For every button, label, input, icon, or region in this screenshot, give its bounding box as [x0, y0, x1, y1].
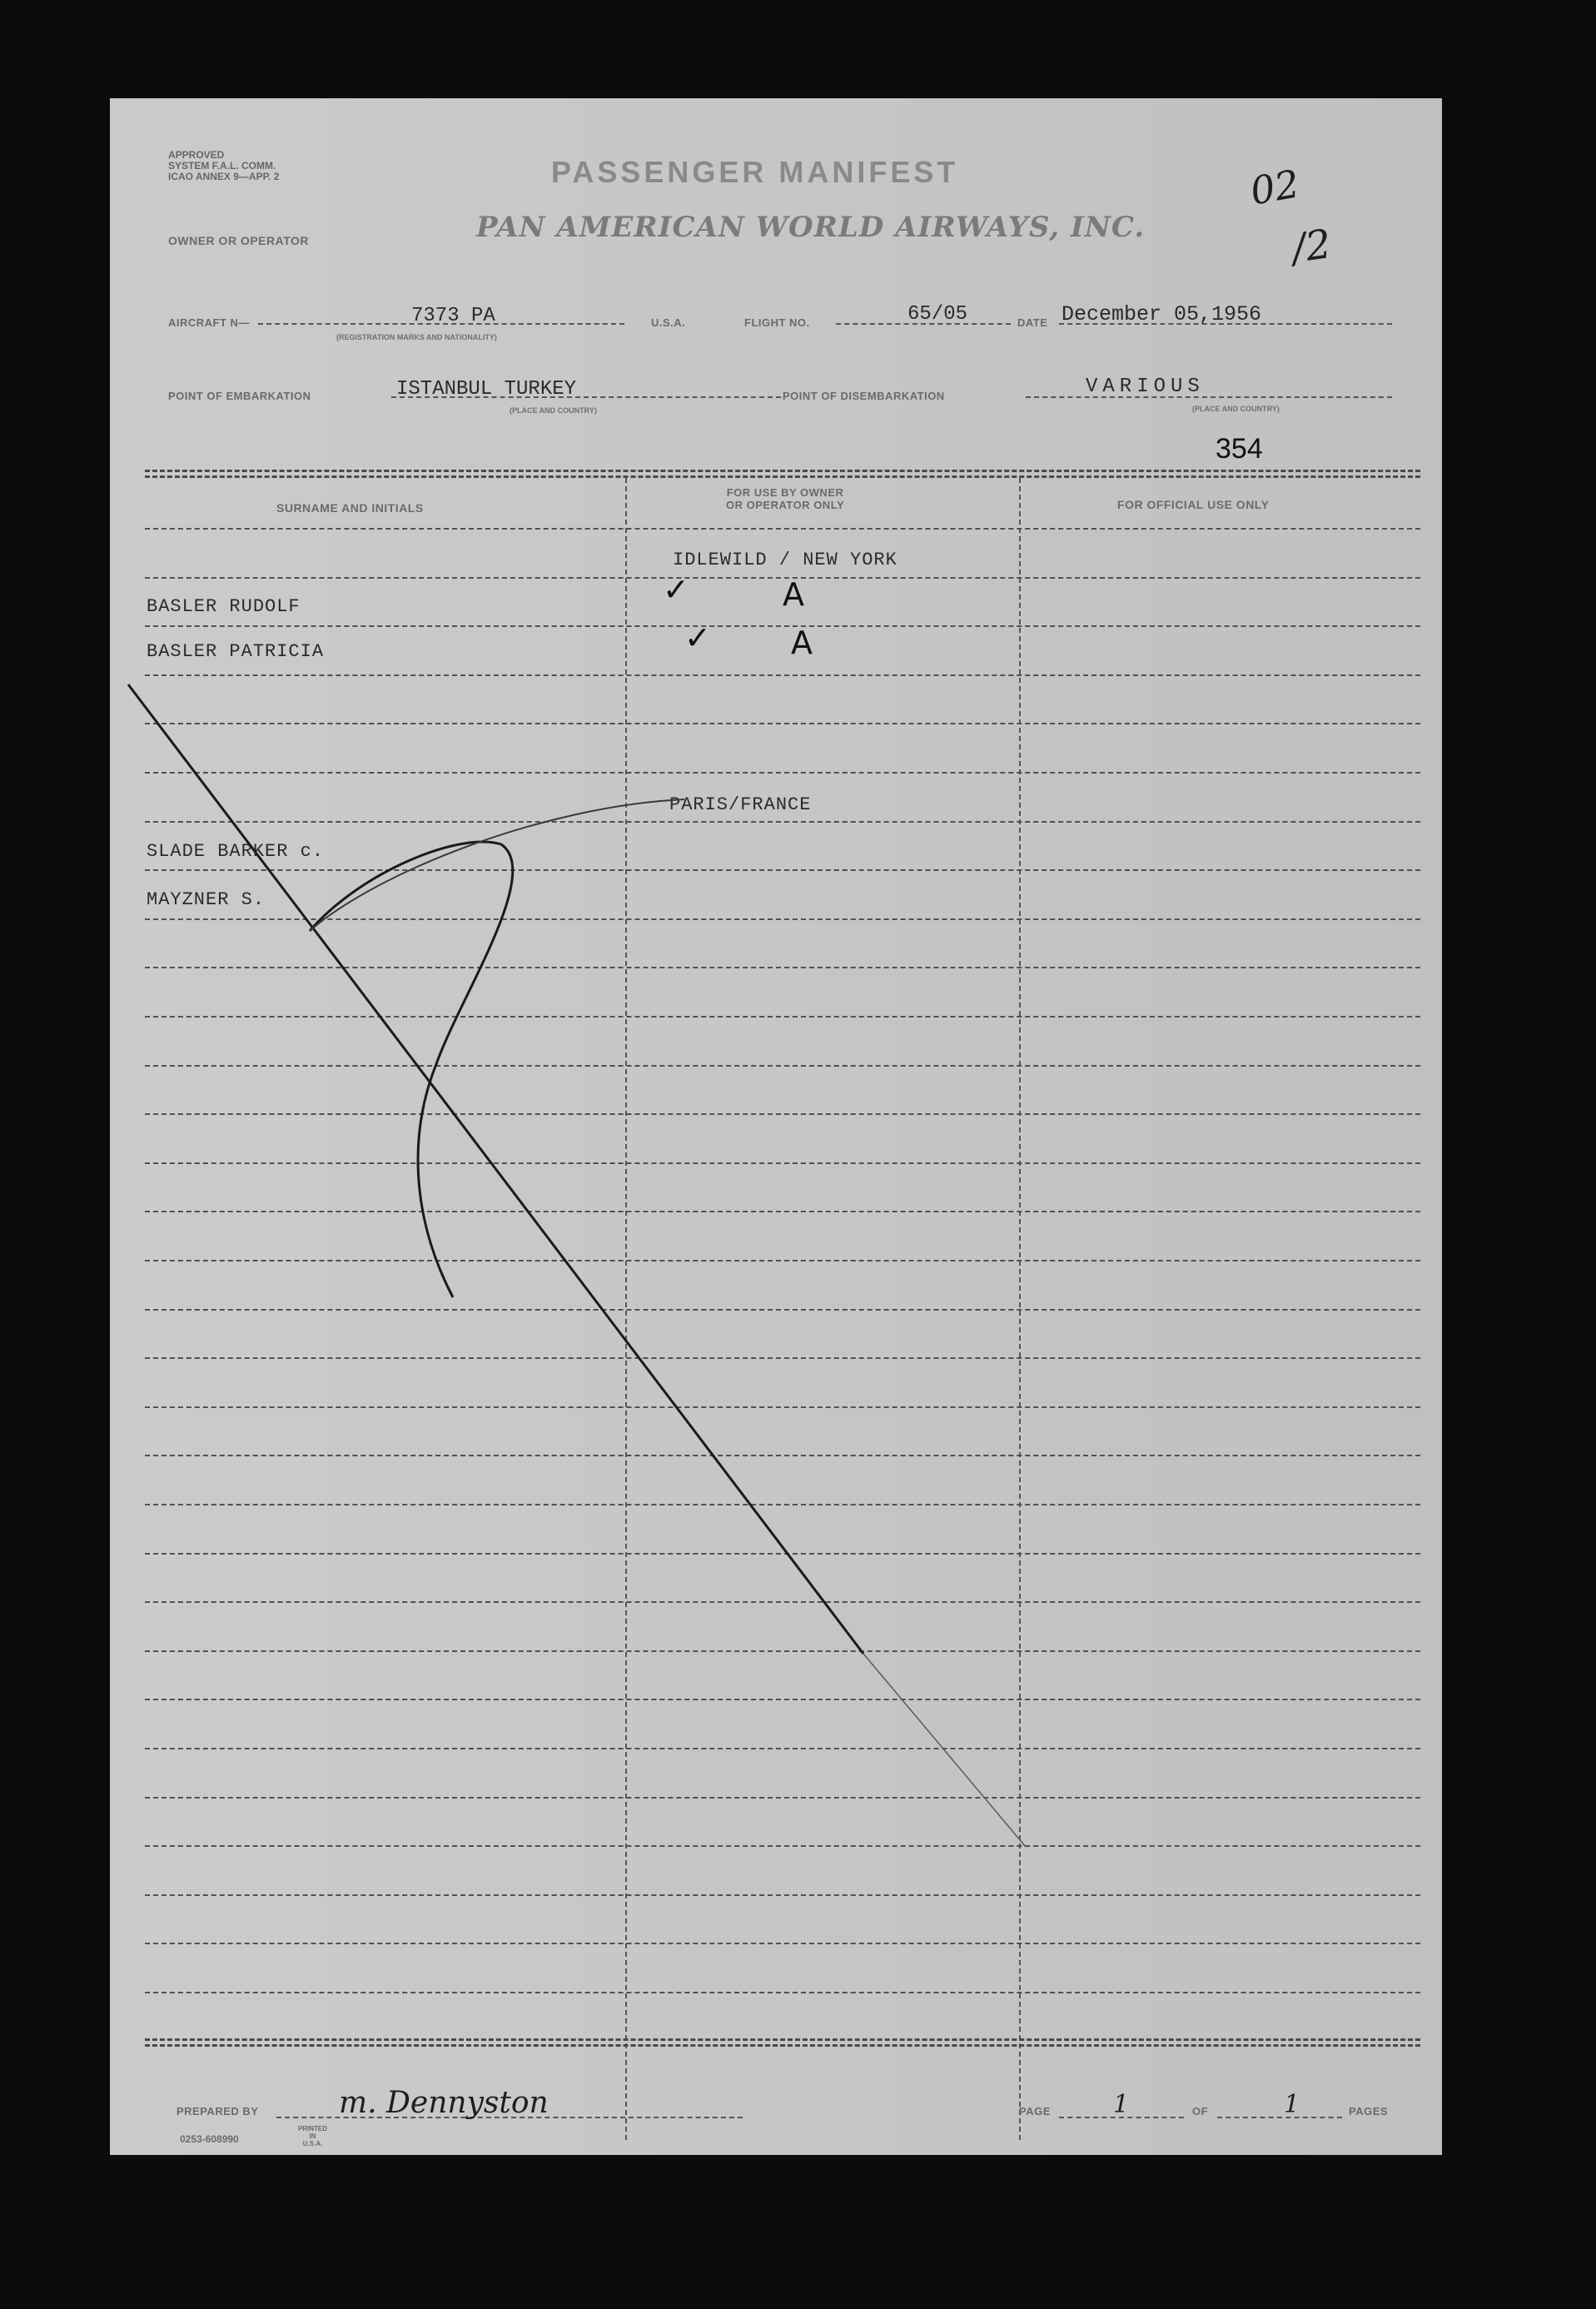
printed-in-usa: PRINTED IN U.S.A. [298, 2125, 328, 2147]
of-label: OF [1192, 2105, 1209, 2117]
form-title: PASSENGER MANIFEST [551, 155, 959, 189]
page-number: 1 [1113, 2090, 1130, 2119]
aircraft-registration: 7373 PA [411, 305, 495, 327]
diagonal-strike-tail [863, 1654, 1026, 1847]
table-bottom-rule [145, 2038, 1420, 2041]
form-number: 0253-608990 [180, 2133, 239, 2145]
pages-label: PAGES [1349, 2105, 1389, 2117]
page-label: PAGE [1019, 2105, 1051, 2117]
date-label: DATE [1017, 316, 1048, 329]
passenger-name: MAYZNER S. [147, 889, 266, 910]
operator-name: PAN AMERICAN WORLD AIRWAYS, INC. [476, 211, 1146, 244]
column-header-official: FOR OFFICIAL USE ONLY [1117, 498, 1270, 511]
check-mark: ✓ [663, 571, 689, 608]
disembarkation-point: VARIOUS [1086, 376, 1205, 398]
list-item-destination: PARIS/FRANCE [669, 794, 812, 815]
flight-number-label: FLIGHT NO. [744, 316, 810, 329]
passenger-name: BASLER PATRICIA [147, 641, 325, 662]
embarkation-point: ISTANBUL TURKEY [396, 378, 577, 401]
aircraft-label: AIRCRAFT N— [168, 316, 250, 329]
disembarkation-caption: (PLACE AND COUNTRY) [1192, 405, 1280, 413]
usa-label: U.S.A. [651, 316, 686, 329]
approval-note: APPROVED SYSTEM F.A.L. COMM. ICAO ANNEX 9—APP. 2 [168, 149, 280, 182]
flight-number: 65/05 [907, 303, 968, 326]
handwritten-note-bottom: /2 [1289, 221, 1335, 272]
passenger-name: BASLER RUDOLF [147, 596, 301, 617]
column-header-owner: FOR USE BY OWNER OR OPERATOR ONLY [726, 486, 845, 511]
total-pages: 1 [1284, 2090, 1300, 2119]
prepared-by-label: PREPARED BY [177, 2105, 259, 2117]
of-underline [1217, 2117, 1342, 2118]
manifest-sheet [110, 98, 1442, 2155]
diagonal-strike-line [128, 684, 863, 1654]
handwritten-loop-stroke [310, 842, 513, 1297]
handwritten-loop-tail [310, 799, 684, 931]
embarkation-label: POINT OF EMBARKATION [168, 390, 311, 402]
pen-strokes [110, 98, 1442, 2155]
flight-date: December 05,1956 [1062, 302, 1262, 326]
passenger-name: SLADE BARKER c. [147, 841, 325, 862]
handwritten-note-top: 02 [1246, 161, 1303, 214]
status-code: A [791, 625, 813, 661]
preparer-signature: m. Dennyston [339, 2086, 549, 2120]
page-stamp-number: 354 [1216, 433, 1263, 465]
registration-caption: (REGISTRATION MARKS AND NATIONALITY) [336, 333, 497, 341]
disembarkation-label: POINT OF DISEMBARKATION [783, 390, 945, 402]
table-bottom-rule-2 [145, 2044, 1420, 2047]
owner-label: OWNER OR OPERATOR [168, 234, 309, 247]
embarkation-caption: (PLACE AND COUNTRY) [510, 406, 597, 415]
list-item-destination: IDLEWILD / NEW YORK [673, 550, 897, 570]
column-header-surname: SURNAME AND INITIALS [276, 501, 424, 515]
status-code: A [783, 576, 804, 613]
check-mark: ✓ [684, 620, 711, 656]
